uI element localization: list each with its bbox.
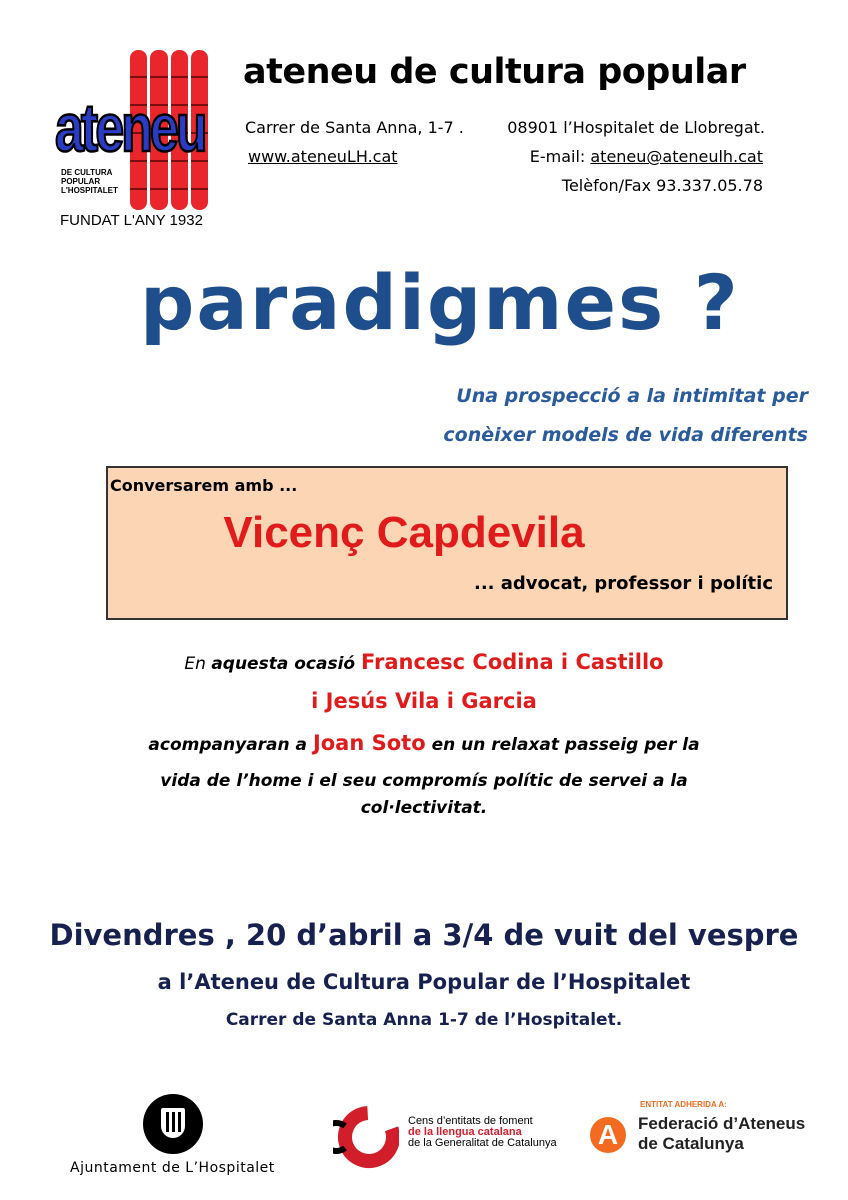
event-title: paradigmes ?	[140, 258, 740, 347]
cens-line2: de la llengua catalana	[408, 1126, 522, 1138]
federacio-line2: de Catalunya	[638, 1134, 744, 1153]
event-address: Carrer de Santa Anna 1-7 de l’Hospitalet.	[225, 1010, 623, 1030]
guest-name: Vicenç Capdevila	[223, 508, 585, 557]
description-line4: vida de l’home i el seu compromís polític de servei a la	[160, 771, 688, 791]
cens-text	[408, 1116, 557, 1149]
description-text: aquesta ocasió	[211, 654, 356, 674]
description-text: acompanyaran a	[148, 735, 308, 755]
event-date: Divendres , 20 d’abril a 3/4 de vuit del vespre	[49, 918, 799, 952]
cens-line3: de la Generalitat de Catalunya	[408, 1137, 557, 1149]
logo-wordmark: ateneu	[55, 91, 205, 167]
federacio-name	[638, 1114, 805, 1154]
host-name-3: Joan Soto	[312, 731, 426, 755]
event-subtitle-line1: Una prospecció a la intimitat per	[456, 385, 808, 407]
host-name-2: i Jesús Vila i Garcia	[311, 689, 537, 713]
host-name-1: Francesc Codina i Castillo	[361, 650, 664, 674]
org-address: Carrer de Santa Anna, 1-7 .	[245, 118, 464, 137]
event-venue: a l’Ateneu de Cultura Popular de l’Hospitalet	[157, 970, 691, 994]
org-postal: 08901 l’Hospitalet de Llobregat.	[507, 118, 765, 137]
description-line1	[0, 650, 848, 674]
description-text: en un relaxat passeig per la	[431, 735, 700, 755]
description-text: En	[184, 654, 212, 674]
website-link[interactable]: www.ateneuLH.cat	[248, 147, 398, 166]
email-label: E-mail:	[529, 147, 591, 166]
email-line	[530, 147, 763, 166]
event-subtitle-line2: conèixer models de vida diferents	[443, 424, 808, 446]
guest-intro: Conversarem amb ...	[110, 476, 298, 495]
ateneu-logo	[55, 50, 210, 230]
ajuntament-label: Ajuntament de L’Hospitalet	[70, 1160, 275, 1176]
description-line2	[0, 689, 848, 713]
federacio-caption: ENTITAT ADHERIDA A:	[640, 1100, 727, 1109]
ajuntament-seal-icon	[143, 1094, 203, 1154]
email-link[interactable]: ateneu@ateneulh.cat	[590, 147, 763, 166]
logo-subtitle: DE CULTURA POPULAR L'HOSPITALET	[61, 168, 118, 195]
description-line5: col·lectivitat.	[360, 798, 488, 818]
federacio-logo-icon: A	[590, 1117, 626, 1153]
description-line3	[0, 731, 848, 755]
cens-logo-icon	[333, 1104, 399, 1170]
phone-line: Telèfon/Fax 93.337.05.78	[561, 176, 763, 195]
logo-founded: FUNDAT L'ANY 1932	[60, 212, 203, 229]
org-title: ateneu de cultura popular	[243, 52, 746, 92]
cens-line1: Cens d’entitats de foment	[408, 1115, 533, 1127]
guest-role: ... advocat, professor i polític	[473, 573, 773, 594]
federacio-line1: Federació d’Ateneus	[638, 1114, 806, 1133]
